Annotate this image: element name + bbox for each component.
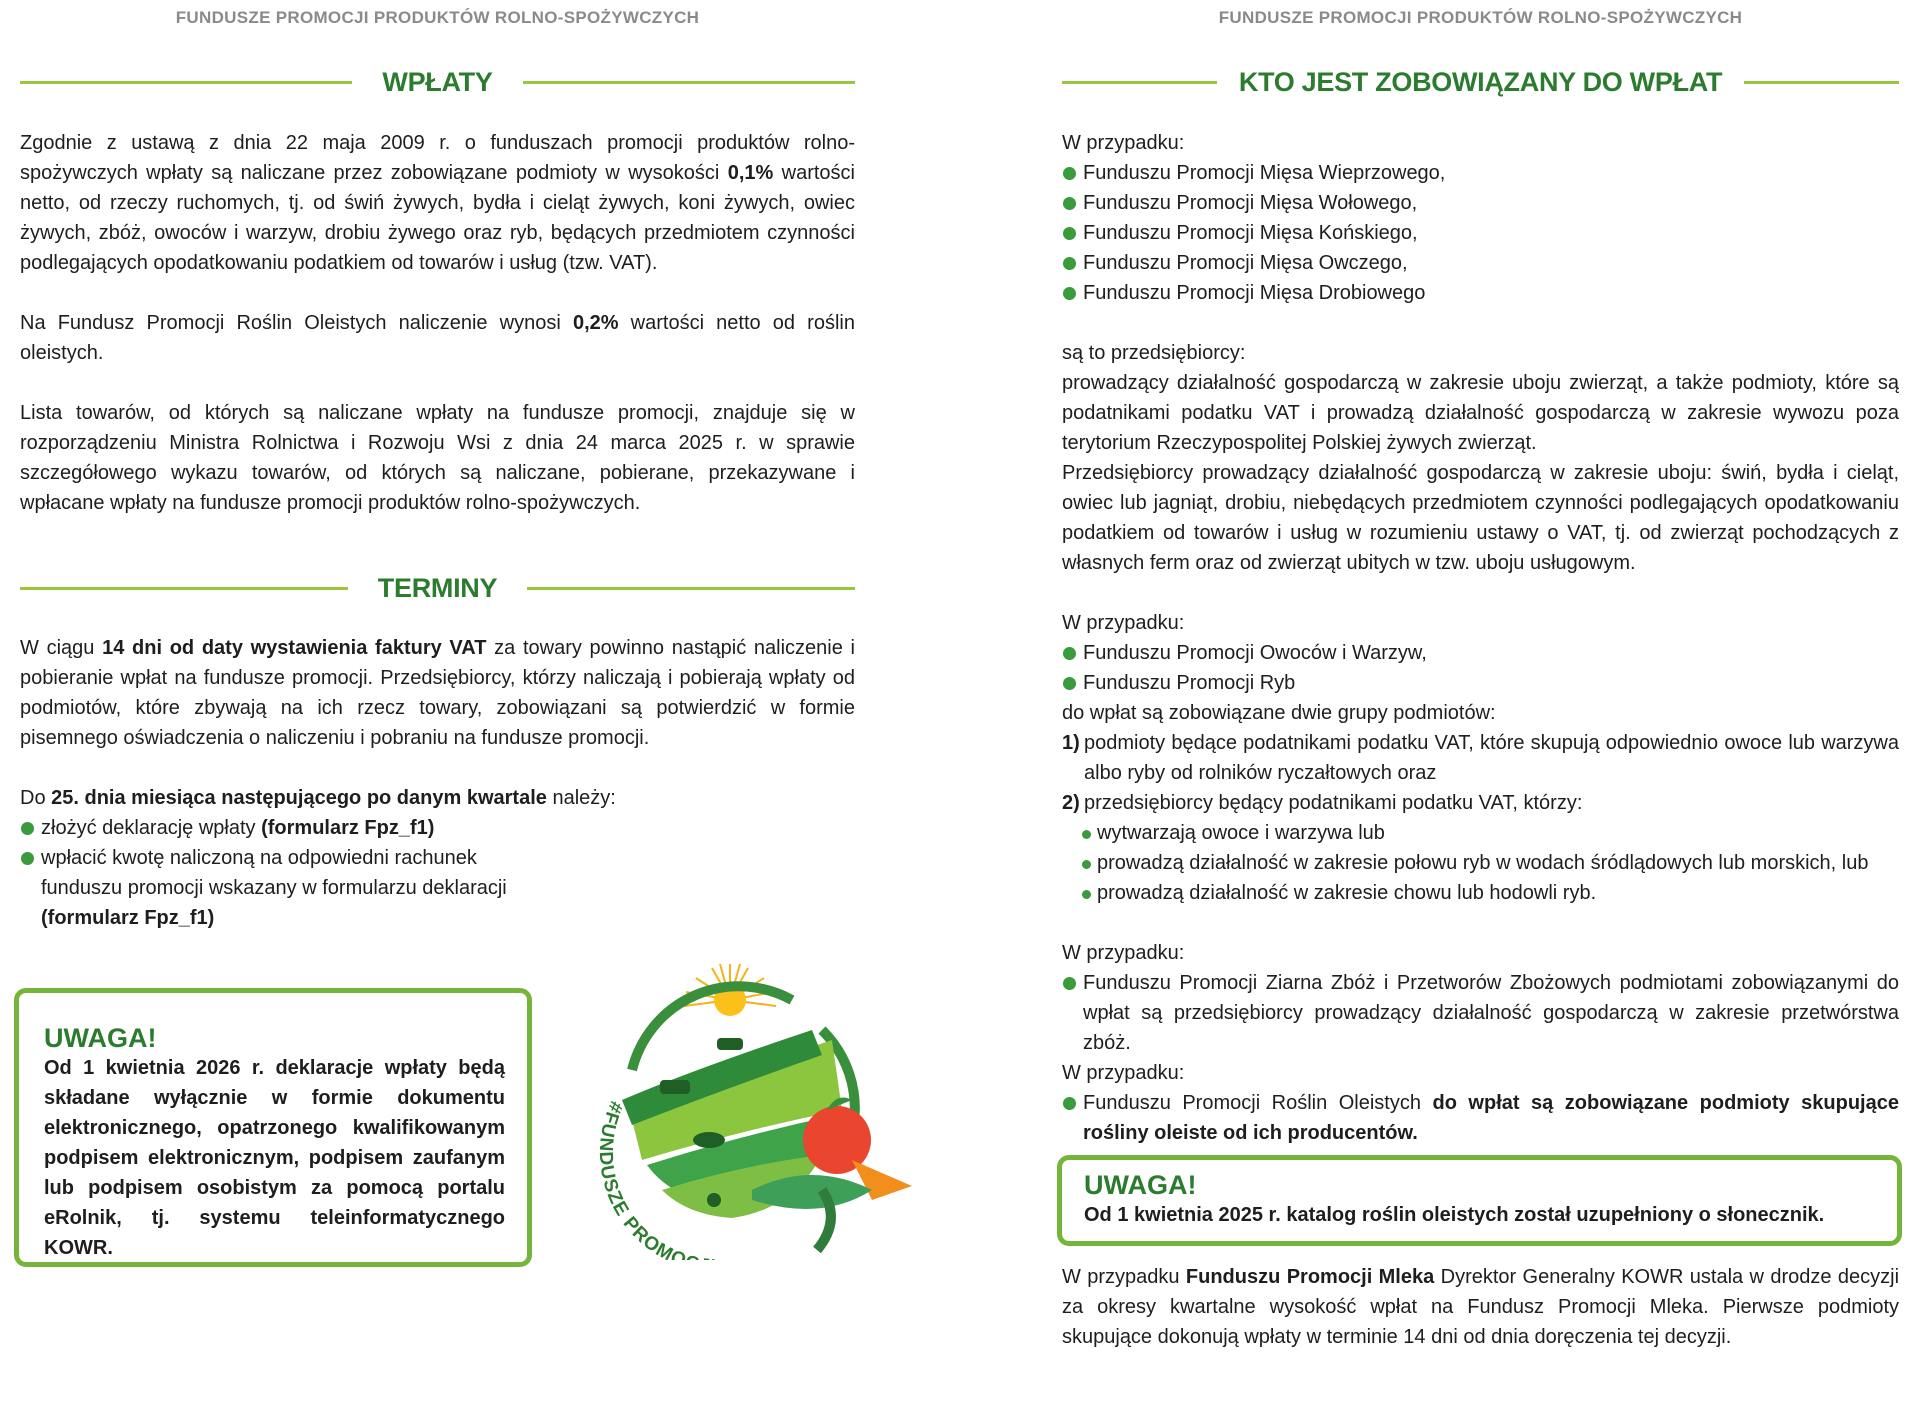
- uwaga-text: Od 1 kwietnia 2026 r. deklaracje wpłaty będą składane wyłącznie w formie dokumentu elektronicznego, opatrzonego kwalifikowanym podpisem elektronicznym, podpisem zaufanym lub podpisem osobistym za pomocą portalu eRolnik, tj. systemu teleinformatycznego KOWR.: [44, 1057, 505, 1259]
- uwaga-heading: UWAGA!: [44, 1023, 157, 1053]
- mleko-paragraph: W przypadku Funduszu Promocji Mleka Dyrektor Generalny KOWR ustala w drodze decyzji za okresy kwartalne wysokość wpłat na Fundusz Promocji Mleka. Pierwsze podmioty skupujące dokonują wpłaty w terminie 14 dni od dnia doręczenia tej decyzji.: [1062, 1266, 1900, 1348]
- uwaga-text: Od 1 kwietnia 2025 r. katalog roślin oleistych został uzupełniony o słonecznik.: [1084, 1204, 1825, 1226]
- group2-lead: do wpłat są zobowiązane dwie grupy podmiotów:: [1062, 702, 1496, 724]
- terminy-paragraph-2: Do 25. dnia miesiąca następującego po danym kwartale należy:: [20, 787, 616, 809]
- oil-fund-list: [1062, 1088, 1899, 1148]
- logo-text: #FUNDUSZE PROMO: [594, 1097, 690, 1260]
- sub-list: [1062, 818, 1899, 908]
- left-page: [20, 0, 855, 933]
- w-przypadku-1: W przypadku:: [1062, 132, 1185, 154]
- group1-lead: są to przedsiębiorcy:: [1062, 342, 1246, 364]
- list-item: złożyć deklarację wpłaty (formularz Fpz_f1): [20, 813, 855, 843]
- title-rule: [523, 81, 855, 84]
- group1-paragraph-2: Przedsiębiorcy prowadzący działalność gospodarczą w zakresie uboju: świń, bydła i cieląt, owiec lub jagniąt, drobiu, niebędących przedmiotem czynności podlegających opodatkowaniu podatkiem od towarów i usług w rozumieniu ustawy o VAT, tj. od zwierząt pochodzących z własnych ferm oraz od zwierząt ubitych w tzw. uboju usługowym.: [1062, 462, 1899, 574]
- group1-paragraph-1: prowadzący działalność gospodarczą w zakresie uboju zwierząt, a także podmioty, które są podatnikami podatku VAT i prowadzą działalność gospodarczą w zakresie wywozu poza terytorium Rzeczypospolitej Polskiej żywych zwierząt.: [1062, 372, 1899, 454]
- numbered-item-2: 2) przedsiębiorcy będący podatnikami podatku VAT, którzy:: [1062, 792, 1583, 814]
- list-item: prowadzą działalność w zakresie chowu lub hodowli ryb.: [1062, 878, 1899, 908]
- list-item: Funduszu Promocji Roślin Oleistych do wpłat są zobowiązane podmioty skupujące rośliny oleiste od ich producentów.: [1062, 1088, 1899, 1148]
- title-rule: [1744, 81, 1899, 84]
- list-item: Funduszu Promocji Mięsa Końskiego,: [1062, 218, 1899, 248]
- fruit-fish-funds-list: [1062, 638, 1899, 698]
- fundusze-promocji-logo: [572, 960, 912, 1260]
- uwaga-box-left: [14, 988, 532, 1267]
- running-header: FUNDUSZE PROMOCJI PRODUKTÓW ROLNO-SPOŻYWCZYCH: [1218, 8, 1743, 27]
- section-title-wplaty: [20, 64, 855, 100]
- logo-graphic: [572, 960, 912, 1260]
- list-item: Funduszu Promocji Mięsa Wieprzowego,: [1062, 158, 1899, 188]
- terminy-paragraph-1: W ciągu 14 dni od daty wystawienia faktury VAT za towary powinno nastąpić naliczenie i pobieranie wpłat na fundusze promocji. Przedsiębiorcy, którzy naliczają i pobierają wpłaty od podmiotów, które zbywają na ich rzecz towary, zobowiązani są potwierdzić w formie pisemnego oświadczenia o naliczeniu i pobraniu na fundusze promocji.: [20, 637, 855, 749]
- kto-title: KTO JEST ZOBOWIĄZANY DO WPŁAT: [1238, 66, 1723, 97]
- terminy-list: [20, 813, 855, 933]
- terminy-title: TERMINY: [377, 572, 498, 603]
- list-item: Funduszu Promocji Ziarna Zbóż i Przetworów Zbożowych podmiotami zobowiązanymi do wpłat są przedsiębiorcy prowadzący działalność gospodarczą w zakresie przetwórstwa zbóż.: [1062, 968, 1899, 1058]
- w-przypadku-3: W przypadku:: [1062, 942, 1185, 964]
- title-rule: [527, 587, 855, 590]
- title-rule: [20, 81, 352, 84]
- list-item: Funduszu Promocji Mięsa Wołowego,: [1062, 188, 1899, 218]
- title-rule: [20, 587, 348, 590]
- right-page: [1062, 0, 1899, 1148]
- running-header: FUNDUSZE PROMOCJI PRODUKTÓW ROLNO-SPOŻYWCZYCH: [175, 8, 700, 27]
- wplaty-title: WPŁATY: [382, 66, 493, 97]
- grain-fund-list: [1062, 968, 1899, 1058]
- list-item: Funduszu Promocji Mięsa Drobiowego: [1062, 278, 1899, 308]
- list-item: wytwarzają owoce i warzywa lub: [1062, 818, 1899, 848]
- section-title-terminy: [20, 570, 855, 606]
- uwaga-box-right: [1057, 1155, 1902, 1246]
- wplaty-paragraph-1: Zgodnie z ustawą z dnia 22 maja 2009 r. o funduszach promocji produktów rolno-spożywczych wpłaty są naliczane przez zobowiązane podmioty w wysokości 0,1% wartości netto, od rzeczy ruchomych, tj. od świń żywych, bydła i cieląt żywych, koni żywych, owiec żywych, zbóż, owoców i warzyw, drobiu żywego oraz ryb, będących przedmiotem czynności podlegających opodatkowaniu podatkiem od towarów i usług (tzw. VAT).: [20, 132, 855, 274]
- numbered-item-1: 1) podmioty będące podatnikami podatku VAT, które skupują odpowiednio owoce lub warzywa albo ryby od rolników ryczałtowych oraz: [1062, 732, 1899, 784]
- w-przypadku-2: W przypadku:: [1062, 612, 1185, 634]
- list-item: Funduszu Promocji Mięsa Owczego,: [1062, 248, 1899, 278]
- list-item: prowadzą działalność w zakresie połowu ryb w wodach śródlądowych lub morskich, lub: [1062, 848, 1899, 878]
- uwaga-heading: UWAGA!: [1084, 1170, 1197, 1200]
- wplaty-paragraph-2: Na Fundusz Promocji Roślin Oleistych naliczenie wynosi 0,2% wartości netto od roślin oleistych.: [20, 312, 855, 364]
- meat-funds-list: [1062, 158, 1899, 308]
- w-przypadku-4: W przypadku:: [1062, 1062, 1185, 1084]
- mleko-paragraph-wrap: [1062, 1262, 1899, 1352]
- list-item: wpłacić kwotę naliczoną na odpowiedni rachunek funduszu promocji wskazany w formularzu deklaracji (formularz Fpz_f1): [20, 843, 561, 933]
- wplaty-paragraph-3: Lista towarów, od których są naliczane wpłaty na fundusze promocji, znajduje się w rozporządzeniu Ministra Rolnictwa i Rozwoju Wsi z dnia 24 marca 2025 r. w sprawie szczegółowego wykazu towarów, od których są naliczane, pobierane, przekazywane i wpłacane wpłaty na fundusze promocji produktów rolno-spożywczych.: [20, 402, 855, 514]
- list-item: Funduszu Promocji Ryb: [1062, 668, 1899, 698]
- section-title-kto: [1062, 64, 1899, 100]
- list-item: Funduszu Promocji Owoców i Warzyw,: [1062, 638, 1899, 668]
- title-rule: [1062, 81, 1217, 84]
